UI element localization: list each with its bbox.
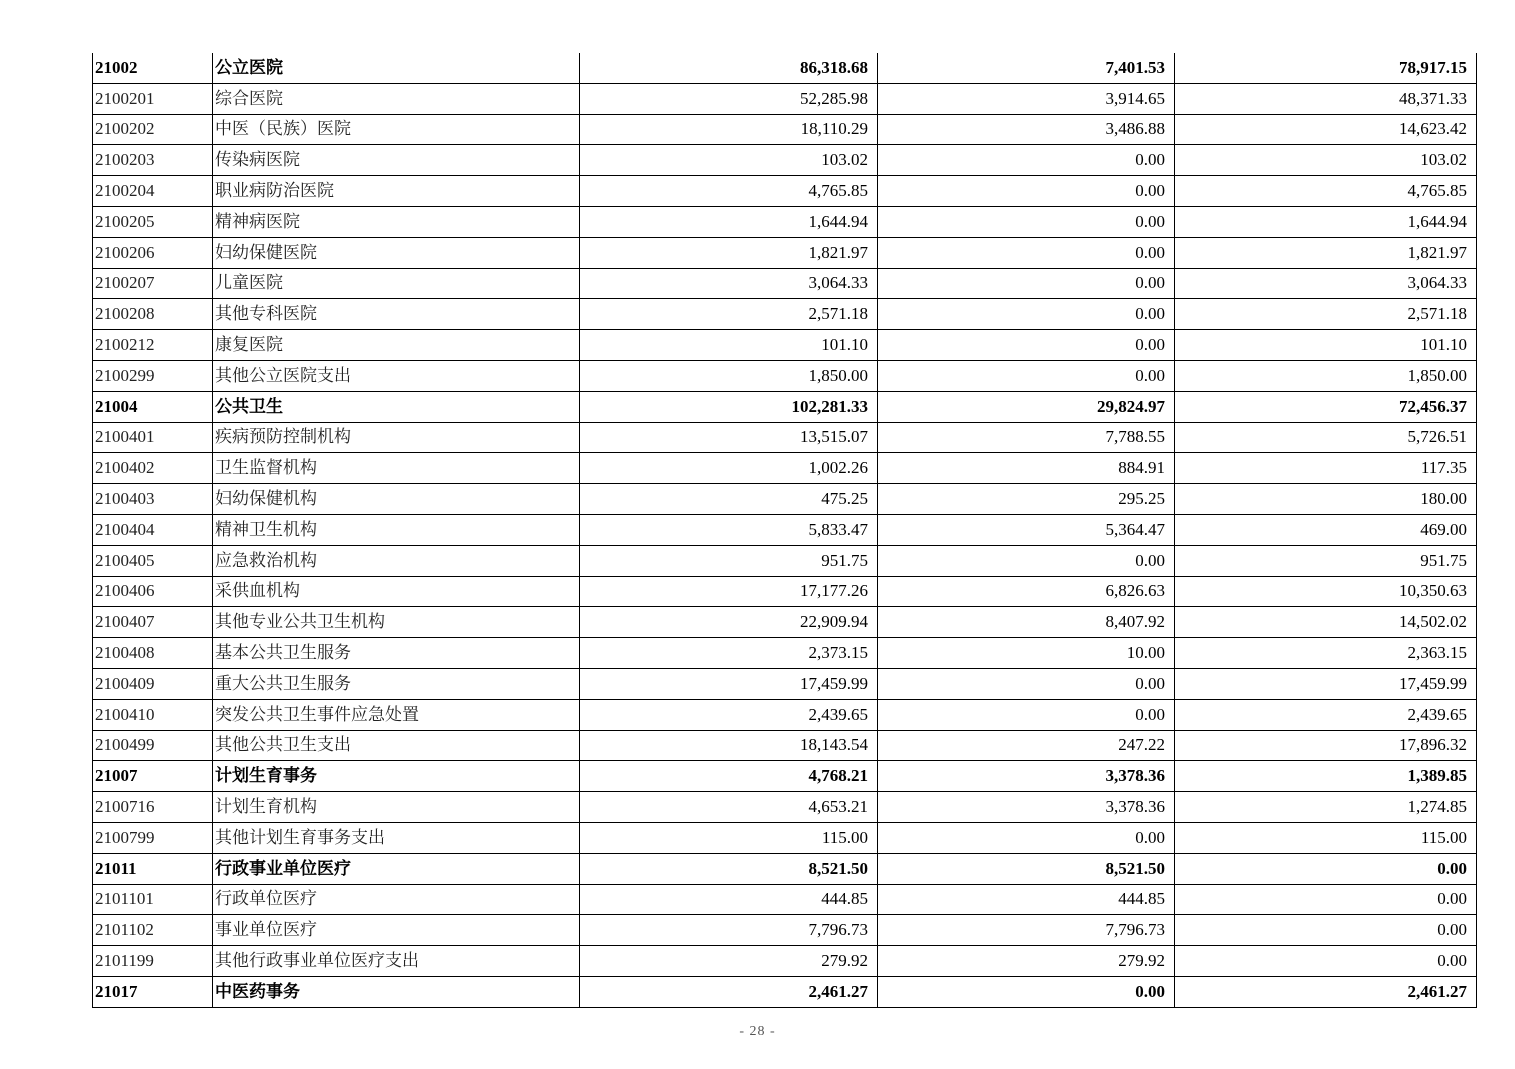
cell-name: 其他专科医院 <box>213 299 580 330</box>
cell-basic-expenditure: 0.00 <box>878 360 1175 391</box>
table-row <box>93 145 1477 176</box>
cell-name: 其他公立医院支出 <box>213 360 580 391</box>
cell-total: 52,285.98 <box>580 83 878 114</box>
cell-project-expenditure: 2,363.15 <box>1175 638 1477 669</box>
cell-project-expenditure: 10,350.63 <box>1175 576 1477 607</box>
cell-basic-expenditure: 295.25 <box>878 484 1175 515</box>
cell-project-expenditure: 3,064.33 <box>1175 268 1477 299</box>
cell-name: 中医（民族）医院 <box>213 114 580 145</box>
table-row <box>93 638 1477 669</box>
cell-basic-expenditure: 0.00 <box>878 176 1175 207</box>
cell-project-expenditure: 2,571.18 <box>1175 299 1477 330</box>
cell-code: 2100404 <box>93 514 213 545</box>
cell-code: 2100403 <box>93 484 213 515</box>
cell-basic-expenditure: 6,826.63 <box>878 576 1175 607</box>
cell-name: 卫生监督机构 <box>213 453 580 484</box>
cell-name: 重大公共卫生服务 <box>213 668 580 699</box>
table-row <box>93 299 1477 330</box>
cell-name: 其他专业公共卫生机构 <box>213 607 580 638</box>
category-row <box>93 761 1477 792</box>
table-row <box>93 114 1477 145</box>
cell-total: 18,143.54 <box>580 730 878 761</box>
cell-total: 2,373.15 <box>580 638 878 669</box>
table-row <box>93 237 1477 268</box>
cell-name: 传染病医院 <box>213 145 580 176</box>
cell-name: 采供血机构 <box>213 576 580 607</box>
cell-basic-expenditure: 279.92 <box>878 946 1175 977</box>
cell-name: 应急救治机构 <box>213 545 580 576</box>
cell-basic-expenditure: 3,914.65 <box>878 83 1175 114</box>
cell-code: 2100408 <box>93 638 213 669</box>
cell-name: 康复医院 <box>213 330 580 361</box>
cell-basic-expenditure: 0.00 <box>878 976 1175 1007</box>
cell-basic-expenditure: 0.00 <box>878 237 1175 268</box>
cell-basic-expenditure: 7,788.55 <box>878 422 1175 453</box>
cell-name: 公立医院 <box>213 53 580 83</box>
category-row <box>93 853 1477 884</box>
category-row <box>93 53 1477 83</box>
cell-total: 2,461.27 <box>580 976 878 1007</box>
page-number: - 28 - <box>739 1024 776 1039</box>
cell-total: 4,768.21 <box>580 761 878 792</box>
table-row <box>93 576 1477 607</box>
table-row <box>93 484 1477 515</box>
cell-code: 2100406 <box>93 576 213 607</box>
table-row <box>93 360 1477 391</box>
cell-project-expenditure: 103.02 <box>1175 145 1477 176</box>
cell-code: 2100499 <box>93 730 213 761</box>
cell-project-expenditure: 48,371.33 <box>1175 83 1477 114</box>
cell-code: 2100201 <box>93 83 213 114</box>
cell-project-expenditure: 1,850.00 <box>1175 360 1477 391</box>
cell-name: 中医药事务 <box>213 976 580 1007</box>
cell-total: 17,177.26 <box>580 576 878 607</box>
cell-code: 2100204 <box>93 176 213 207</box>
cell-basic-expenditure: 10.00 <box>878 638 1175 669</box>
cell-project-expenditure: 180.00 <box>1175 484 1477 515</box>
cell-total: 1,002.26 <box>580 453 878 484</box>
cell-name: 行政单位医疗 <box>213 884 580 915</box>
cell-name: 公共卫生 <box>213 391 580 422</box>
cell-project-expenditure: 0.00 <box>1175 915 1477 946</box>
table-row <box>93 946 1477 977</box>
cell-project-expenditure: 5,726.51 <box>1175 422 1477 453</box>
cell-name: 基本公共卫生服务 <box>213 638 580 669</box>
cell-total: 3,064.33 <box>580 268 878 299</box>
cell-project-expenditure: 14,623.42 <box>1175 114 1477 145</box>
cell-basic-expenditure: 0.00 <box>878 330 1175 361</box>
cell-code: 2100799 <box>93 822 213 853</box>
cell-project-expenditure: 1,389.85 <box>1175 761 1477 792</box>
cell-project-expenditure: 72,456.37 <box>1175 391 1477 422</box>
cell-project-expenditure: 469.00 <box>1175 514 1477 545</box>
cell-code: 2101101 <box>93 884 213 915</box>
cell-code: 2100208 <box>93 299 213 330</box>
cell-total: 279.92 <box>580 946 878 977</box>
cell-total: 5,833.47 <box>580 514 878 545</box>
table-row <box>93 884 1477 915</box>
cell-project-expenditure: 0.00 <box>1175 884 1477 915</box>
cell-name: 精神病医院 <box>213 206 580 237</box>
cell-code: 2100402 <box>93 453 213 484</box>
cell-code: 2100203 <box>93 145 213 176</box>
cell-basic-expenditure: 3,378.36 <box>878 761 1175 792</box>
cell-code: 21011 <box>93 853 213 884</box>
table-row <box>93 453 1477 484</box>
cell-name: 其他公共卫生支出 <box>213 730 580 761</box>
cell-project-expenditure: 951.75 <box>1175 545 1477 576</box>
table-row <box>93 422 1477 453</box>
cell-code: 21017 <box>93 976 213 1007</box>
table-row <box>93 206 1477 237</box>
table-row <box>93 83 1477 114</box>
cell-project-expenditure: 0.00 <box>1175 853 1477 884</box>
cell-basic-expenditure: 7,796.73 <box>878 915 1175 946</box>
cell-total: 86,318.68 <box>580 53 878 83</box>
cell-name: 计划生育机构 <box>213 792 580 823</box>
cell-total: 2,439.65 <box>580 699 878 730</box>
cell-total: 2,571.18 <box>580 299 878 330</box>
cell-basic-expenditure: 3,378.36 <box>878 792 1175 823</box>
cell-basic-expenditure: 0.00 <box>878 299 1175 330</box>
cell-basic-expenditure: 0.00 <box>878 206 1175 237</box>
cell-project-expenditure: 4,765.85 <box>1175 176 1477 207</box>
cell-total: 1,850.00 <box>580 360 878 391</box>
cell-code: 2101102 <box>93 915 213 946</box>
cell-code: 2100299 <box>93 360 213 391</box>
cell-basic-expenditure: 444.85 <box>878 884 1175 915</box>
cell-total: 22,909.94 <box>580 607 878 638</box>
cell-name: 精神卫生机构 <box>213 514 580 545</box>
cell-code: 2100202 <box>93 114 213 145</box>
cell-project-expenditure: 2,461.27 <box>1175 976 1477 1007</box>
cell-project-expenditure: 1,821.97 <box>1175 237 1477 268</box>
table-row <box>93 699 1477 730</box>
budget-table <box>92 53 1477 1008</box>
cell-total: 8,521.50 <box>580 853 878 884</box>
cell-total: 103.02 <box>580 145 878 176</box>
cell-code: 2100401 <box>93 422 213 453</box>
cell-basic-expenditure: 7,401.53 <box>878 53 1175 83</box>
cell-code: 2100409 <box>93 668 213 699</box>
table-row <box>93 607 1477 638</box>
cell-total: 4,765.85 <box>580 176 878 207</box>
cell-total: 13,515.07 <box>580 422 878 453</box>
category-row <box>93 391 1477 422</box>
cell-total: 101.10 <box>580 330 878 361</box>
cell-project-expenditure: 78,917.15 <box>1175 53 1477 83</box>
cell-code: 2100207 <box>93 268 213 299</box>
cell-code: 2100410 <box>93 699 213 730</box>
cell-basic-expenditure: 0.00 <box>878 545 1175 576</box>
cell-project-expenditure: 115.00 <box>1175 822 1477 853</box>
cell-total: 1,821.97 <box>580 237 878 268</box>
cell-code: 2100716 <box>93 792 213 823</box>
cell-total: 115.00 <box>580 822 878 853</box>
cell-total: 17,459.99 <box>580 668 878 699</box>
cell-code: 21007 <box>93 761 213 792</box>
cell-name: 其他计划生育事务支出 <box>213 822 580 853</box>
cell-name: 综合医院 <box>213 83 580 114</box>
cell-project-expenditure: 0.00 <box>1175 946 1477 977</box>
cell-code: 2100212 <box>93 330 213 361</box>
cell-project-expenditure: 17,459.99 <box>1175 668 1477 699</box>
cell-total: 444.85 <box>580 884 878 915</box>
cell-basic-expenditure: 5,364.47 <box>878 514 1175 545</box>
cell-code: 2100407 <box>93 607 213 638</box>
cell-basic-expenditure: 247.22 <box>878 730 1175 761</box>
table-row <box>93 514 1477 545</box>
cell-basic-expenditure: 0.00 <box>878 699 1175 730</box>
cell-name: 突发公共卫生事件应急处置 <box>213 699 580 730</box>
cell-name: 事业单位医疗 <box>213 915 580 946</box>
cell-total: 18,110.29 <box>580 114 878 145</box>
table-row <box>93 730 1477 761</box>
table-row <box>93 176 1477 207</box>
cell-name: 儿童医院 <box>213 268 580 299</box>
cell-code: 21004 <box>93 391 213 422</box>
cell-basic-expenditure: 0.00 <box>878 145 1175 176</box>
cell-total: 102,281.33 <box>580 391 878 422</box>
table-row <box>93 268 1477 299</box>
cell-basic-expenditure: 884.91 <box>878 453 1175 484</box>
cell-project-expenditure: 1,274.85 <box>1175 792 1477 823</box>
table-row <box>93 330 1477 361</box>
cell-code: 2100405 <box>93 545 213 576</box>
cell-name: 计划生育事务 <box>213 761 580 792</box>
table-row <box>93 792 1477 823</box>
cell-name: 其他行政事业单位医疗支出 <box>213 946 580 977</box>
table-row <box>93 668 1477 699</box>
cell-code: 2101199 <box>93 946 213 977</box>
cell-basic-expenditure: 0.00 <box>878 668 1175 699</box>
cell-total: 7,796.73 <box>580 915 878 946</box>
table-body <box>93 53 1477 1007</box>
cell-name: 行政事业单位医疗 <box>213 853 580 884</box>
cell-total: 475.25 <box>580 484 878 515</box>
cell-project-expenditure: 17,896.32 <box>1175 730 1477 761</box>
cell-name: 妇幼保健医院 <box>213 237 580 268</box>
cell-code: 2100206 <box>93 237 213 268</box>
cell-total: 1,644.94 <box>580 206 878 237</box>
cell-code: 2100205 <box>93 206 213 237</box>
table-row <box>93 545 1477 576</box>
cell-total: 951.75 <box>580 545 878 576</box>
cell-basic-expenditure: 0.00 <box>878 822 1175 853</box>
cell-basic-expenditure: 29,824.97 <box>878 391 1175 422</box>
cell-project-expenditure: 1,644.94 <box>1175 206 1477 237</box>
cell-project-expenditure: 2,439.65 <box>1175 699 1477 730</box>
cell-basic-expenditure: 0.00 <box>878 268 1175 299</box>
cell-total: 4,653.21 <box>580 792 878 823</box>
cell-code: 21002 <box>93 53 213 83</box>
cell-basic-expenditure: 3,486.88 <box>878 114 1175 145</box>
cell-name: 妇幼保健机构 <box>213 484 580 515</box>
cell-basic-expenditure: 8,407.92 <box>878 607 1175 638</box>
cell-basic-expenditure: 8,521.50 <box>878 853 1175 884</box>
cell-project-expenditure: 14,502.02 <box>1175 607 1477 638</box>
cell-project-expenditure: 117.35 <box>1175 453 1477 484</box>
cell-name: 职业病防治医院 <box>213 176 580 207</box>
table-row <box>93 915 1477 946</box>
cell-project-expenditure: 101.10 <box>1175 330 1477 361</box>
cell-name: 疾病预防控制机构 <box>213 422 580 453</box>
table-row <box>93 822 1477 853</box>
category-row <box>93 976 1477 1007</box>
